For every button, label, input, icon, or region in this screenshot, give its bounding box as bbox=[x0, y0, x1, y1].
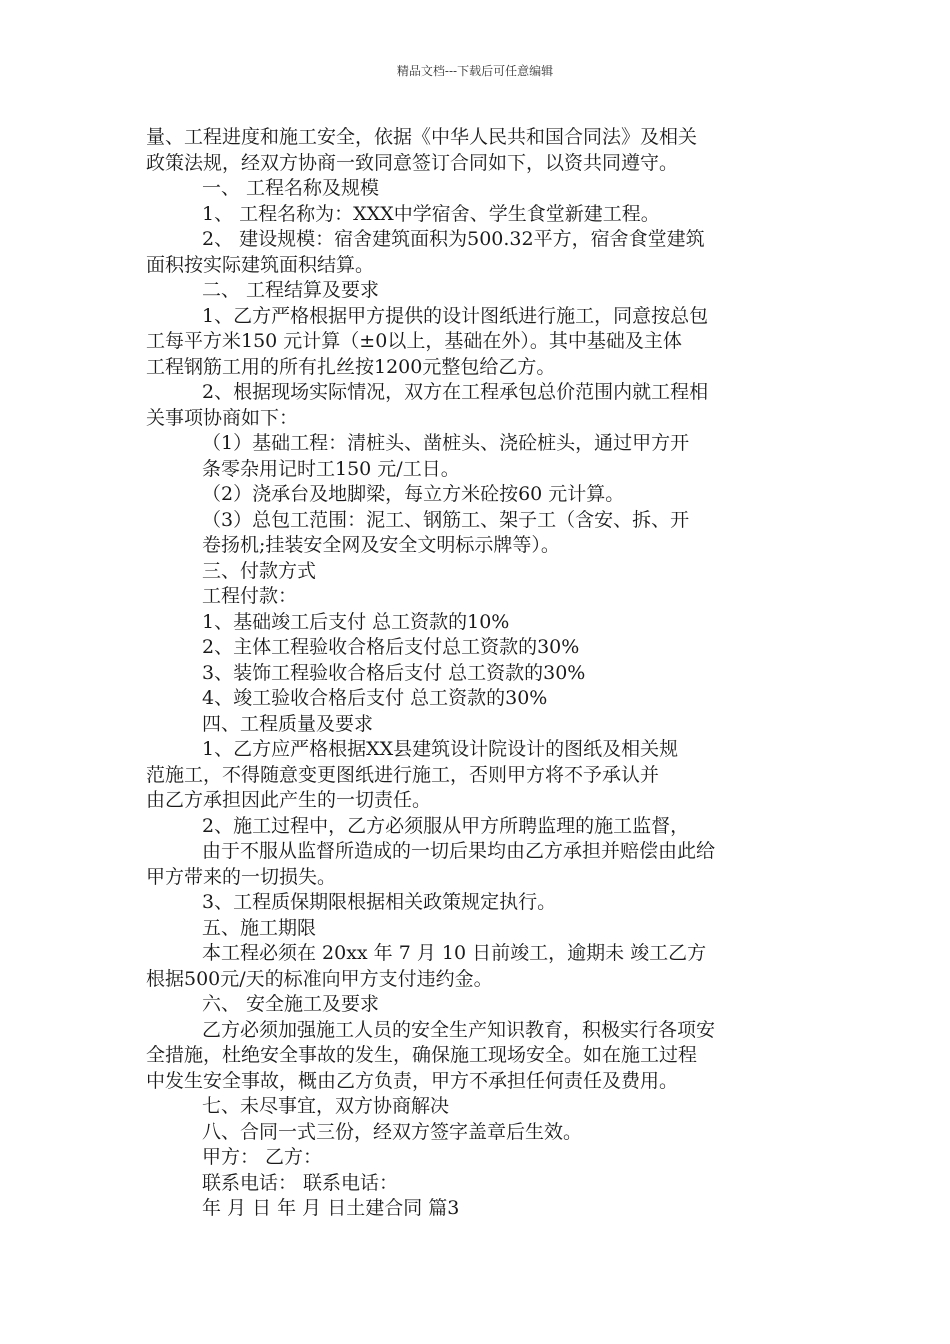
section-heading: 二、 工程结算及要求 bbox=[202, 279, 380, 301]
text-line: 中发生安全事故，概由乙方负责，甲方不承担任何责任及费用。 bbox=[146, 1069, 679, 1092]
text-line: 甲方带来的一切损失。 bbox=[146, 865, 337, 888]
text-line: 1、乙方严格根据甲方提供的设计图纸进行施工，同意按总包 bbox=[202, 304, 709, 327]
payment-item: 3、装饰工程验收合格后支付 总工资款的30% bbox=[202, 661, 586, 684]
date-line: 年 月 日 年 月 日土建合同 篇3 bbox=[202, 1197, 460, 1219]
signature-parties: 甲方： 乙方： bbox=[202, 1146, 323, 1168]
text-line: 1、乙方应严格根据XX县建筑设计院设计的图纸及相关规 bbox=[202, 738, 679, 760]
text-line: 工程付款： bbox=[202, 585, 298, 607]
text-line: 卷扬机;挂装安全网及安全文明标示牌等）。 bbox=[202, 534, 560, 556]
contact-phones: 联系电话： 联系电话： bbox=[202, 1171, 399, 1194]
text-line: 工每平方米150 元计算（±0以上，基础在外）。其中基础及主体 bbox=[146, 330, 682, 352]
text-line: 范施工，不得随意变更图纸进行施工，否则甲方将不予承认并 bbox=[146, 763, 660, 786]
page-header-note: 精品文档---下载后可任意编辑 bbox=[396, 64, 554, 78]
text-line: 2、 建设规模：宿舍建筑面积为500.32平方，宿舍食堂建筑 bbox=[202, 228, 705, 250]
text-line: 乙方必须加强施工人员的安全生产知识教育，积极实行各项安 bbox=[202, 1018, 716, 1041]
section-heading: 八、合同一式三份，经双方签字盖章后生效。 bbox=[202, 1120, 583, 1143]
text-line: 由乙方承担因此产生的一切责任。 bbox=[146, 789, 432, 811]
payment-item: 4、竣工验收合格后支付 总工资款的30% bbox=[202, 687, 548, 709]
section-heading: 三、付款方式 bbox=[202, 559, 317, 582]
text-line: 政策法规，经双方协商一致同意签订合同如下，以资共同遵守。 bbox=[146, 151, 679, 174]
text-line: 2、施工过程中，乙方必须服从甲方所聘监理的施工监督， bbox=[202, 814, 690, 837]
text-line: 1、 工程名称为：XXX中学宿舍、学生食堂新建工程。 bbox=[202, 202, 660, 225]
text-line: 关事项协商如下： bbox=[146, 406, 299, 429]
contract-body bbox=[146, 125, 806, 1222]
text-line: （3）总包工范围：泥工、钢筋工、架子工（含安、拆、开 bbox=[202, 508, 690, 531]
payment-item: 1、基础竣工后支付 总工资款的10% bbox=[202, 610, 510, 633]
text-line: （2）浇承台及地脚梁，每立方米砼按60 元计算。 bbox=[202, 483, 625, 505]
text-line: 量、工程进度和施工安全，依据《中华人民共和国合同法》及相关 bbox=[146, 126, 698, 148]
text-line: 条零杂用记时工150 元/工日。 bbox=[202, 457, 460, 480]
payment-item: 2、主体工程验收合格后支付总工资款的30% bbox=[202, 636, 580, 658]
text-line: 根据500元/天的标准向甲方支付违约金。 bbox=[146, 967, 493, 990]
text-line: 全措施，杜绝安全事故的发生，确保施工现场安全。如在施工过程 bbox=[146, 1044, 698, 1066]
text-line: 面积按实际建筑面积结算。 bbox=[146, 253, 375, 276]
section-heading: 一、 工程名称及规模 bbox=[202, 177, 380, 199]
text-line: 工程钢筋工用的所有扎丝按1200元整包给乙方。 bbox=[146, 355, 556, 378]
text-line: 3、工程质保期限根据相关政策规定执行。 bbox=[202, 891, 557, 913]
section-heading: 四、工程质量及要求 bbox=[202, 712, 374, 735]
text-line: 本工程必须在 20xx 年 7 月 10 日前竣工，逾期未 竣工乙方 bbox=[202, 942, 707, 964]
section-heading: 六、 安全施工及要求 bbox=[202, 993, 380, 1015]
text-line: （1）基础工程：清桩头、凿桩头、浇砼桩头，通过甲方开 bbox=[202, 432, 690, 454]
text-line: 2、根据现场实际情况，双方在工程承包总价范围内就工程相 bbox=[202, 381, 709, 403]
section-heading: 五、施工期限 bbox=[202, 916, 317, 939]
section-heading: 七、未尽事宜，双方协商解决 bbox=[202, 1095, 450, 1117]
text-line: 由于不服从监督所造成的一切后果均由乙方承担并赔偿由此给 bbox=[202, 840, 716, 862]
